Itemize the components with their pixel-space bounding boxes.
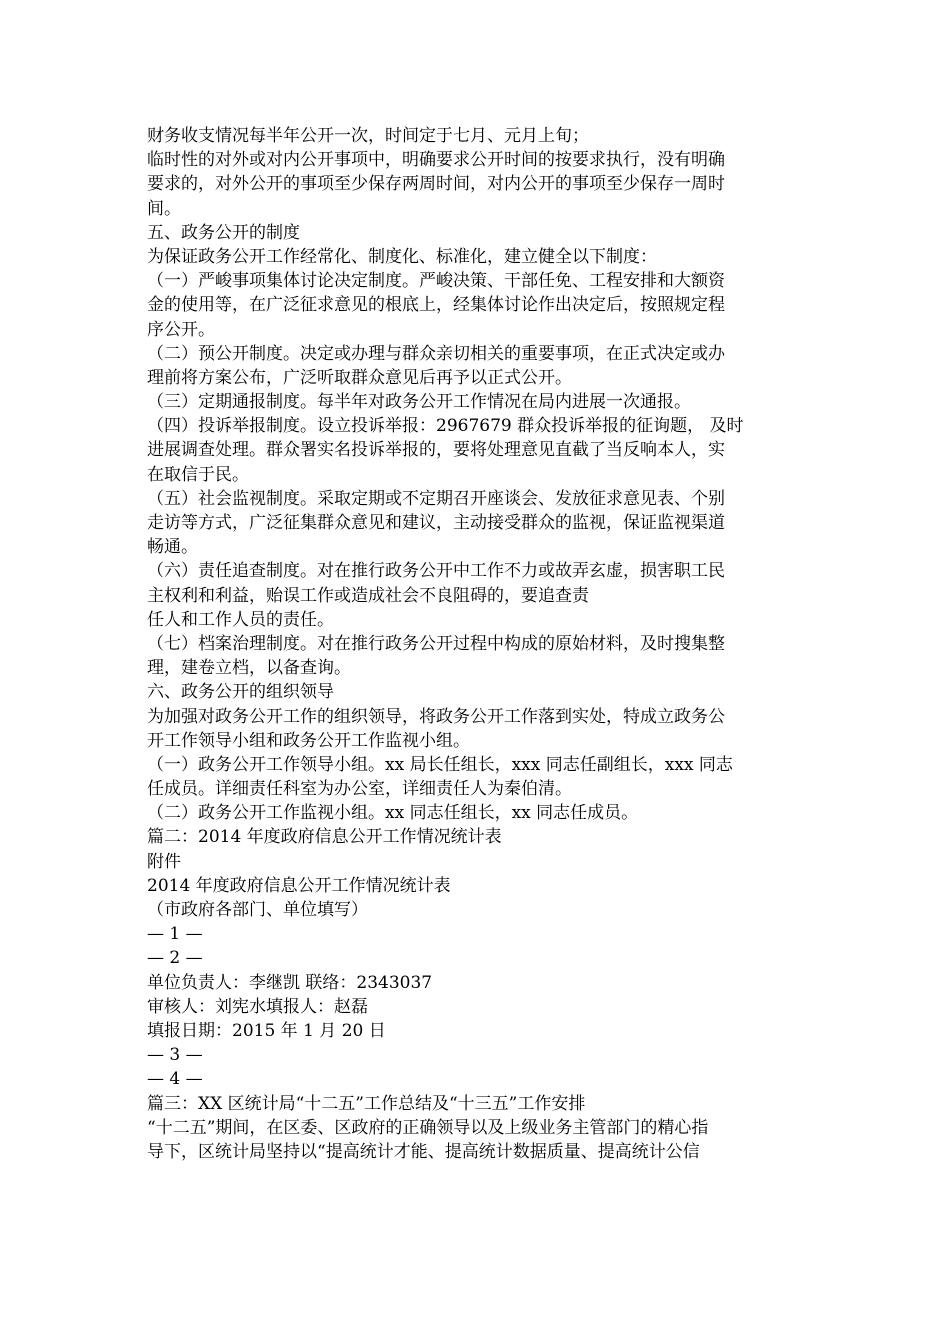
text-line: 2014 年度政府信息公开工作情况统计表 — [147, 875, 451, 896]
text-line: 为加强对政务公开工作的组织领导，将政务公开工作落到实处，特成立政务公 — [147, 706, 725, 727]
section-heading: 六、政务公开的组织领导 — [147, 682, 334, 703]
text-line: （市政府各部门、单位填写） — [147, 900, 368, 920]
page-number-marker: — 4 — — [147, 1069, 203, 1090]
text-line: （六）责任追查制度。对在推行政务公开中工作不力或故弄玄虚，损害职工民 — [147, 561, 725, 582]
text-line: （二）预公开制度。决定或办理与群众亲切相关的重要事项，在正式决定或办 — [147, 343, 725, 364]
text-line: （一）严峻事项集体讨论决定制度。严峻决策、干部任免、工程安排和大额资 — [147, 271, 725, 292]
text-line: 审核人：刘宪水填报人：赵磊 — [147, 996, 368, 1017]
text-line: （一）政务公开工作领导小组。xx 局长任组长，xxx 同志任副组长，xxx 同志 — [147, 754, 733, 775]
text-line: 要求的，对外公开的事项至少保存两周时间，对内公开的事项至少保存一周时 — [147, 174, 725, 195]
text-line: （七）档案治理制度。对在推行政务公开过程中构成的原始材料，及时搜集整 — [147, 633, 725, 654]
chapter-heading: 篇二：2014 年度政府信息公开工作情况统计表 — [147, 827, 502, 848]
page-number-marker: — 2 — — [147, 948, 203, 969]
text-line: 理，建卷立档，以备查询。 — [147, 658, 351, 679]
text-line: 财务收支情况每半年公开一次，时间定于七月、元月上旬； — [147, 126, 589, 146]
text-line: （五）社会监视制度。采取定期或不定期召开座谈会、发放征求意见表、个别 — [147, 488, 725, 509]
document-body — [147, 124, 807, 1164]
text-line: 导下，区统计局坚持以“提高统计才能、提高统计数据质量、提高统计公信 — [147, 1141, 700, 1162]
text-line: 走访等方式，广泛征集群众意见和建议，主动接受群众的监视，保证监视渠道 — [147, 513, 725, 533]
text-line: 在取信于民。 — [147, 464, 249, 485]
text-line: 序公开。 — [147, 319, 215, 340]
text-line: 间。 — [147, 198, 181, 219]
text-line: 开工作领导小组和政务公开工作监视小组。 — [147, 730, 470, 751]
page-number-marker: — 1 — — [147, 924, 203, 945]
text-line: 临时性的对外或对内公开事项中，明确要求公开时间的按要求执行，没有明确 — [147, 150, 725, 171]
text-line: 金的使用等，在广泛征求意见的根底上，经集体讨论作出决定后，按照规定程 — [147, 295, 725, 316]
text-line: （三）定期通报制度。每半年对政务公开工作情况在局内进展一次通报。 — [147, 392, 691, 413]
text-line: 进展调查处理。群众署实名投诉举报的，要将处理意见直截了当反响本人，实 — [147, 440, 725, 461]
text-line: （二）政务公开工作监视小组。xx 同志任组长，xx 同志任成员。 — [147, 803, 639, 824]
text-line: 畅通。 — [147, 537, 198, 558]
text-line: 任成员。详细责任科室为办公室，详细责任人为秦伯清。 — [147, 779, 572, 800]
text-line: 填报日期：2015 年 1 月 20 日 — [147, 1020, 386, 1041]
text-line: （四）投诉举报制度。设立投诉举报：2967679 群众投诉举报的征询题， 及时 — [147, 416, 744, 437]
text-line: 为保证政务公开工作经常化、制度化、标准化，建立健全以下制度： — [147, 246, 657, 267]
text-line: 理前将方案公布，广泛听取群众意见后再予以正式公开。 — [147, 367, 572, 388]
text-line: 任人和工作人员的责任。 — [147, 609, 334, 630]
chapter-heading: 篇三：XX 区统计局“十二五”工作总结及“十三五”工作安排 — [147, 1093, 586, 1114]
text-line: 单位负责人：李继凯 联络：2343037 — [147, 972, 433, 993]
text-line: 主权利和利益，贻误工作或造成社会不良阻碍的，要追查责 — [147, 585, 589, 606]
section-heading: 五、政务公开的制度 — [147, 222, 300, 243]
text-line: 附件 — [147, 851, 181, 872]
page-number-marker: — 3 — — [147, 1045, 203, 1066]
text-line: “十二五”期间，在区委、区政府的正确领导以及上级业务主管部门的精心指 — [147, 1117, 709, 1138]
